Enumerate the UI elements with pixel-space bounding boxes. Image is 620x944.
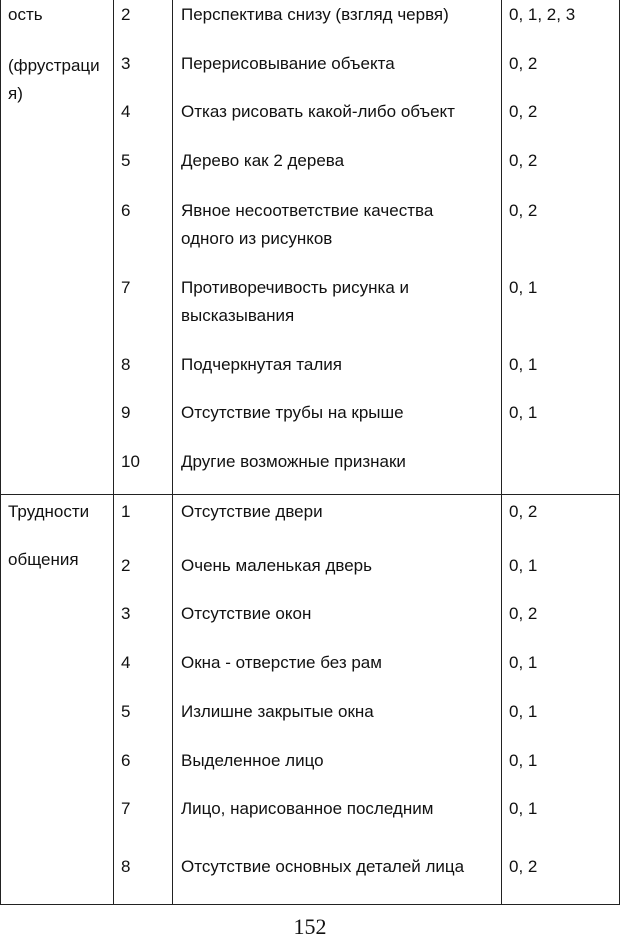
row-value: 0, 2	[509, 151, 538, 170]
row-number: 8	[121, 355, 131, 374]
row-value: 0, 1	[509, 653, 538, 672]
column-divider	[172, 0, 173, 905]
row-value: 0, 1, 2, 3	[509, 5, 576, 24]
group-label-line: я)	[8, 84, 23, 103]
table-border-left	[0, 0, 1, 905]
row-description: Явное несоответствие качества	[181, 201, 434, 220]
row-number: 4	[121, 653, 131, 672]
row-value: 0, 1	[509, 799, 538, 818]
row-number: 3	[121, 54, 131, 73]
row-description: Окна - отверстие без рам	[181, 653, 382, 672]
row-number: 1	[121, 502, 131, 521]
row-value: 0, 2	[509, 857, 538, 876]
row-description: Противоречивость рисунка и	[181, 278, 410, 297]
row-value: 0, 1	[509, 355, 538, 374]
column-divider	[113, 0, 114, 905]
row-description: Другие возможные признаки	[181, 452, 406, 471]
row-number: 2	[121, 5, 131, 24]
group-label-line: (фрустраци	[8, 56, 100, 75]
row-number: 4	[121, 102, 131, 121]
row-number: 5	[121, 702, 131, 721]
row-value: 0, 2	[509, 201, 538, 220]
row-value: 0, 1	[509, 702, 538, 721]
row-description: Отказ рисовать какой-либо объект	[181, 102, 455, 121]
row-number: 3	[121, 604, 131, 623]
row-description: Отсутствие окон	[181, 604, 312, 623]
row-value: 0, 1	[509, 278, 538, 297]
column-divider	[501, 0, 502, 905]
row-description: Отсутствие трубы на крыше	[181, 403, 404, 422]
table-border-bottom	[0, 904, 620, 905]
row-number: 5	[121, 151, 131, 170]
row-description: Перерисовывание объекта	[181, 54, 395, 73]
row-description: Отсутствие основных деталей лица	[181, 857, 465, 876]
row-number: 2	[121, 556, 131, 575]
row-number: 10	[121, 452, 140, 471]
row-description: Отсутствие двери	[181, 502, 323, 521]
row-value: 0, 1	[509, 751, 538, 770]
row-description: одного из рисунков	[181, 229, 333, 248]
row-description: Перспектива снизу (взгляд червя)	[181, 5, 449, 24]
row-description: Дерево как 2 дерева	[181, 151, 345, 170]
page-number: 152	[293, 914, 327, 939]
row-number: 6	[121, 751, 131, 770]
group-label-line: общения	[8, 550, 79, 569]
row-value: 0, 2	[509, 54, 538, 73]
row-value: 0, 2	[509, 502, 538, 521]
row-number: 7	[121, 278, 131, 297]
group-label-line: Трудности	[8, 502, 90, 521]
row-value: 0, 2	[509, 102, 538, 121]
row-number: 7	[121, 799, 131, 818]
group-divider	[0, 494, 620, 495]
row-value: 0, 1	[509, 403, 538, 422]
row-description: Излишне закрытые окна	[181, 702, 374, 721]
row-number: 6	[121, 201, 131, 220]
row-value: 0, 1	[509, 556, 538, 575]
row-number: 9	[121, 403, 131, 422]
row-description: Лицо, нарисованное последним	[181, 799, 434, 818]
row-description: Выделенное лицо	[181, 751, 324, 770]
row-description: высказывания	[181, 306, 295, 325]
row-value: 0, 2	[509, 604, 538, 623]
row-number: 8	[121, 857, 131, 876]
group-label-line: ость	[8, 5, 43, 24]
row-description: Подчеркнутая талия	[181, 355, 342, 374]
row-description: Очень маленькая дверь	[181, 556, 372, 575]
